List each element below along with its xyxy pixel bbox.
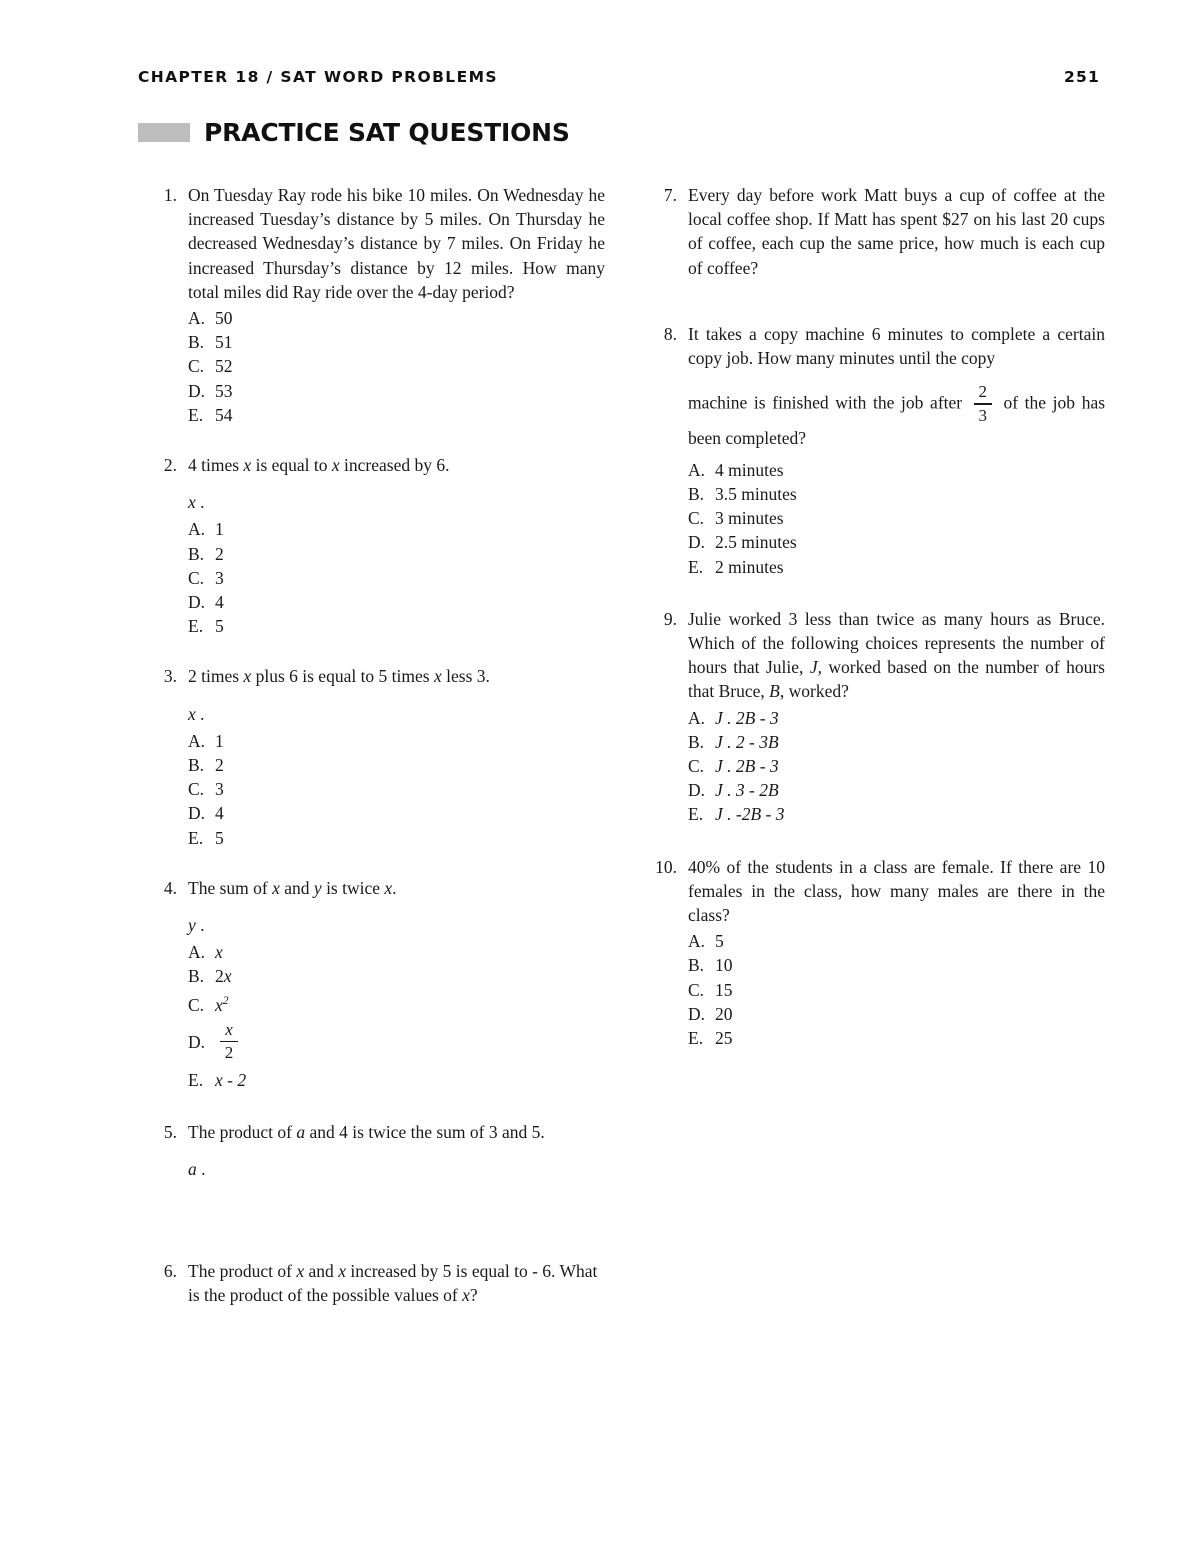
choice-list: [688, 706, 1105, 827]
variable-x: x: [296, 1260, 305, 1281]
variable-x: x: [338, 1260, 346, 1281]
choice-value: 50: [215, 308, 233, 329]
prompt-operator: .: [200, 703, 205, 724]
question-text: Every day before work Matt buys a cup of coffee at the local coffee shop. If Matt has spent $27 on his last 20 cups of coffee, each cup the same price, how much is each cup of coffee?: [688, 185, 1105, 278]
question-number: 5.: [163, 1122, 177, 1143]
choice-value: 54: [215, 404, 233, 425]
variable-x: x: [243, 666, 252, 687]
choice-letter: B.: [188, 755, 205, 776]
question-6: [143, 1259, 605, 1307]
choice-list: [188, 306, 605, 427]
choice-value: 2: [215, 543, 224, 564]
choice-value: x: [215, 942, 223, 963]
choice-letter: A.: [188, 308, 206, 329]
choice-value: 25: [715, 1027, 733, 1048]
choice-e[interactable]: [688, 802, 1105, 826]
heading-swatch-icon: [138, 123, 190, 142]
choice-d[interactable]: [188, 1019, 605, 1063]
choice-c[interactable]: [188, 989, 605, 1017]
prompt-operator: .: [200, 915, 205, 936]
choice-d[interactable]: [188, 590, 605, 614]
text-fragment: less 3.: [441, 666, 490, 687]
choice-value: J . 2B - 3: [715, 707, 779, 728]
section-heading-label: PRACTICE SAT QUESTIONS: [204, 118, 570, 147]
choice-d[interactable]: [688, 530, 1105, 554]
choice-value: 3: [215, 779, 224, 800]
choice-value: 2 minutes: [715, 556, 784, 577]
question-text-line-1: It takes a copy machine 6 minutes to complete a certain copy job. How many minutes until the copy: [688, 323, 1105, 369]
choice-value: 4 minutes: [715, 459, 784, 480]
choice-b[interactable]: [688, 730, 1105, 754]
question-number: 6.: [163, 1260, 177, 1281]
running-head: [138, 68, 1100, 86]
choice-d[interactable]: [688, 1002, 1105, 1026]
variable-x: x: [462, 1284, 470, 1305]
page-number: 251: [1064, 68, 1100, 86]
text-fragment: increased by 5 is equal to - 6. What is the product of the possible values of: [188, 1260, 598, 1305]
choice-letter: C.: [688, 755, 705, 776]
choice-value: 4: [215, 803, 224, 824]
choice-c[interactable]: [188, 777, 605, 801]
choice-e[interactable]: [188, 1068, 605, 1092]
question-number: 10.: [655, 856, 677, 877]
choice-value: 2x: [215, 966, 232, 987]
question-number: 7.: [663, 185, 677, 205]
question-2: [143, 453, 605, 638]
text-fragment: Julie worked 3 less than twice as many hours as Bruce. Which of the following choices represents the number of hours that Julie,: [688, 608, 1105, 678]
text-fragment: The sum of: [188, 877, 273, 898]
text-fragment: is twice: [321, 877, 385, 898]
question-5: [143, 1120, 605, 1232]
question-text: [688, 607, 1105, 704]
choice-value: J . -2B - 3: [715, 804, 785, 825]
choice-b[interactable]: [188, 964, 605, 988]
column-left: [143, 183, 605, 1333]
choice-letter: E.: [188, 616, 204, 637]
fraction-x-over-2: [220, 1021, 238, 1062]
text-fragment: 2 times: [188, 666, 244, 687]
choice-value: 3 minutes: [715, 508, 784, 529]
choice-letter: C.: [688, 979, 705, 1000]
fraction-denominator: 3: [978, 405, 988, 425]
text-fragment: increased by 6.: [339, 455, 450, 476]
choice-value: 20: [715, 1003, 733, 1024]
choice-letter: B.: [688, 955, 705, 976]
variable-x: x: [433, 666, 442, 687]
variable-x: x: [331, 455, 340, 476]
question-text: [188, 453, 605, 477]
choice-a[interactable]: [188, 517, 605, 541]
question-text: 40% of the students in a class are female. If there are 10 females in the class, how many males are there in the class?: [688, 856, 1105, 925]
choice-letter: E.: [688, 1027, 704, 1048]
choice-a[interactable]: [188, 940, 605, 964]
choice-value: 51: [215, 332, 233, 353]
choice-value: 5: [715, 931, 724, 952]
choice-b[interactable]: [688, 953, 1105, 977]
choice-letter: D.: [188, 592, 206, 613]
choice-letter: E.: [688, 804, 704, 825]
question-10: [643, 855, 1105, 1051]
answer-prompt: [188, 913, 605, 937]
question-number: 8.: [663, 323, 677, 344]
text-fragment: , worked?: [779, 681, 849, 702]
variable-x: x: [272, 877, 280, 898]
choice-b[interactable]: [188, 542, 605, 566]
choice-a[interactable]: [188, 729, 605, 753]
choice-letter: A.: [688, 931, 706, 952]
choice-value: 5: [215, 827, 224, 848]
choice-value: 2: [215, 755, 224, 776]
choice-value: 4: [215, 592, 224, 613]
choice-letter: E.: [688, 556, 704, 577]
choice-letter: A.: [688, 707, 706, 728]
question-1: [143, 183, 605, 427]
choice-letter: D.: [688, 532, 706, 553]
text-fragment: .: [392, 877, 397, 898]
choice-d[interactable]: [188, 801, 605, 825]
choice-value: J . 2B - 3: [715, 755, 779, 776]
choice-value: 3: [215, 567, 224, 588]
choice-list: [688, 458, 1105, 579]
choice-b[interactable]: [688, 482, 1105, 506]
exponent-2: 2: [222, 994, 229, 1007]
choice-e[interactable]: [188, 826, 605, 850]
choice-letter: C.: [188, 994, 205, 1015]
choice-letter: D.: [188, 380, 206, 401]
choice-b[interactable]: [188, 753, 605, 777]
column-right: [643, 183, 1105, 1076]
question-number: 3.: [163, 666, 177, 687]
question-text-line-2: [688, 384, 1105, 449]
text-fragment: and: [304, 1260, 339, 1281]
variable-b: B: [769, 681, 780, 702]
choice-value: 10: [715, 955, 733, 976]
choice-a[interactable]: [188, 306, 605, 330]
choice-list: [688, 929, 1105, 1050]
choice-letter: E.: [188, 404, 204, 425]
prompt-variable: x: [188, 492, 196, 513]
choice-letter: C.: [688, 508, 705, 529]
choice-letter: B.: [188, 966, 205, 987]
variable-j: J: [809, 657, 818, 678]
variable-a: a: [296, 1122, 306, 1143]
choice-letter: A.: [688, 459, 706, 480]
question-text: On Tuesday Ray rode his bike 10 miles. On Wednesday he increased Tuesday’s distance by 5 miles. On Thursday he decreased Wednesday’s distance by 7 miles. On Friday he increased Thursday’s distance by 12 miles. How many total miles did Ray ride over the 4-day period?: [188, 185, 605, 302]
variable-x: x: [215, 994, 223, 1015]
choice-b[interactable]: [188, 330, 605, 354]
fraction-numerator: 2: [978, 382, 988, 402]
fraction-numerator: x: [225, 1019, 233, 1039]
choice-letter: B.: [688, 731, 705, 752]
choice-value: J . 2 - 3B: [715, 731, 779, 752]
choice-e[interactable]: [688, 555, 1105, 579]
choice-letter: E.: [188, 1070, 204, 1090]
question-3: [143, 664, 605, 849]
choice-c[interactable]: [188, 354, 605, 378]
choice-letter: D.: [688, 1003, 706, 1024]
fraction-2-over-3: [974, 383, 992, 424]
choice-letter: B.: [188, 543, 205, 564]
choice-value: J . 3 - 2B: [715, 780, 779, 801]
text-fragment: of the job has been completed?: [688, 392, 1106, 448]
choice-c[interactable]: [188, 566, 605, 590]
choice-value: 53: [215, 380, 233, 401]
question-7: [643, 183, 1105, 280]
choice-list: [188, 517, 605, 638]
text-fragment: and: [279, 877, 314, 898]
text-fragment: plus 6 is equal to 5 times: [251, 666, 434, 687]
text-fragment: and 4 is twice the sum of 3 and 5.: [305, 1122, 545, 1143]
choice-letter: A.: [188, 519, 206, 540]
choice-value: x - 2: [215, 1070, 247, 1090]
variable-x: x: [223, 966, 232, 987]
choice-d[interactable]: [188, 379, 605, 403]
choice-value: 2.5 minutes: [715, 532, 797, 553]
answer-prompt: [188, 490, 605, 514]
text-fragment: is equal to: [251, 455, 332, 476]
question-number: 2.: [163, 455, 177, 476]
answer-space: [188, 1185, 605, 1233]
choice-letter: D.: [688, 780, 706, 801]
fraction-denominator: 2: [224, 1043, 234, 1063]
question-text: [188, 664, 605, 688]
choice-value: 1: [215, 730, 224, 751]
answer-prompt: [188, 702, 605, 726]
text-fragment: , worked based on the number of hours that Bruce,: [688, 657, 1105, 702]
choice-letter: A.: [188, 730, 206, 751]
prompt-variable: y: [188, 915, 196, 936]
choice-letter: C.: [188, 356, 205, 377]
choice-value: 15: [715, 979, 733, 1000]
choice-value: [215, 1019, 605, 1063]
choice-letter: C.: [188, 567, 205, 588]
choice-value: 3.5 minutes: [715, 483, 797, 504]
text-fragment: machine is finished with the job after: [688, 392, 963, 413]
choice-letter: B.: [188, 332, 205, 353]
question-number: 4.: [163, 877, 177, 898]
choice-a[interactable]: [688, 929, 1105, 953]
choice-e[interactable]: [188, 614, 605, 638]
choice-letter: A.: [188, 942, 206, 963]
choice-c[interactable]: [688, 754, 1105, 778]
question-number: 1.: [163, 185, 177, 205]
prompt-operator: .: [200, 492, 205, 513]
question-text: [188, 876, 605, 900]
choice-c[interactable]: [688, 506, 1105, 530]
choice-c[interactable]: [688, 978, 1105, 1002]
choice-value: 5: [215, 616, 224, 637]
question-text: [188, 1259, 605, 1307]
choice-e[interactable]: [188, 403, 605, 427]
section-heading: [138, 118, 570, 147]
choice-value: 52: [215, 356, 233, 377]
choice-d[interactable]: [688, 778, 1105, 802]
choice-letter: E.: [188, 827, 204, 848]
choice-list: [188, 729, 605, 850]
fraction-bar: [974, 403, 992, 405]
prompt-variable: a: [188, 1159, 197, 1180]
question-9: [643, 607, 1105, 827]
choice-a[interactable]: [688, 706, 1105, 730]
variable-x: x: [243, 455, 252, 476]
prompt-variable: x: [188, 703, 196, 724]
question-8: [643, 322, 1105, 579]
answer-prompt: [188, 1157, 605, 1181]
variable-x: x: [384, 877, 393, 898]
choice-value: 1: [215, 519, 224, 540]
choice-letter: D.: [188, 803, 206, 824]
text-fragment: The product of: [188, 1260, 297, 1281]
question-4: [143, 876, 605, 1092]
text-fragment: The product of: [188, 1122, 297, 1143]
fraction-bar: [220, 1041, 238, 1043]
choice-letter: D.: [188, 1032, 206, 1053]
variable-y: y: [313, 877, 322, 898]
choice-e[interactable]: [688, 1026, 1105, 1050]
question-number: 9.: [663, 608, 677, 629]
choice-letter: C.: [188, 779, 205, 800]
choice-letter: B.: [688, 483, 705, 504]
text-fragment: 4 times: [188, 455, 244, 476]
choice-list: [188, 940, 605, 1092]
prompt-operator: .: [201, 1159, 206, 1180]
chapter-title: CHAPTER 18 / SAT WORD PROBLEMS: [138, 68, 498, 86]
text-fragment: ?: [469, 1284, 478, 1305]
choice-value: [215, 989, 605, 1017]
question-text: [188, 1120, 605, 1144]
choice-a[interactable]: [688, 458, 1105, 482]
